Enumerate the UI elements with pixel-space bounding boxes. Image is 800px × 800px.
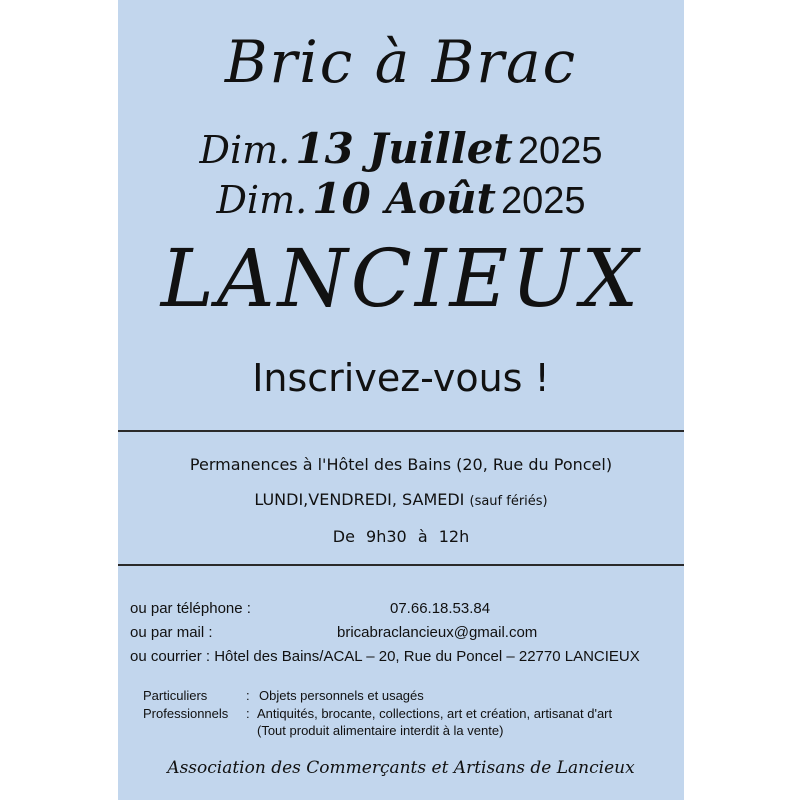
date-1-day: 13 Juillet [295, 124, 513, 173]
contact-courier-value: Hôtel des Bains/ACAL – 20, Rue du Poncel – 22770 LANCIEUX [214, 648, 640, 665]
permanences-days [118, 490, 684, 509]
permanences-days-note: (sauf fériés) [469, 494, 548, 509]
contact-courier-label: ou courrier : [130, 648, 211, 665]
category-particuliers-value: Objets personnels et usagés [259, 688, 424, 703]
hours-de: De [332, 527, 355, 546]
town-name: LANCIEUX [160, 232, 642, 325]
date-line-1 [118, 124, 684, 173]
call-to-action: Inscrivez-vous ! [252, 356, 550, 400]
date-2-day: 10 Août [312, 174, 496, 223]
date-2-prefix: Dim. [216, 178, 308, 222]
poster [118, 0, 684, 800]
hours-a: à [417, 527, 428, 546]
contact-phone-value: 07.66.18.53.84 [390, 600, 491, 617]
category-particuliers-label: Particuliers [143, 688, 208, 703]
permanences-hours [118, 527, 684, 546]
date-line-2 [118, 174, 684, 223]
contact-courier-line [130, 648, 640, 665]
category-pros-sep: : [246, 706, 250, 721]
category-pros-label: Professionnels [143, 706, 229, 721]
hours-to: 12h [438, 527, 470, 546]
hours-from: 9h30 [366, 527, 407, 546]
date-1-prefix: Dim. [199, 128, 291, 172]
category-pros-note: (Tout produit alimentaire interdit à la vente) [257, 723, 504, 738]
contact-phone-label: ou par téléphone : [130, 600, 251, 617]
date-2-year: 2025 [500, 180, 586, 222]
contact-mail-value: bricabraclancieux@gmail.com [337, 624, 538, 641]
footer-association: Association des Commerçants et Artisans de Lancieux [167, 758, 635, 778]
permanences-days-list: LUNDI,VENDREDI, SAMEDI [254, 490, 465, 509]
poster-title: Bric à Brac [224, 28, 578, 96]
date-1-year: 2025 [517, 130, 603, 172]
divider-top [118, 430, 684, 432]
category-pros-value: Antiquités, brocante, collections, art et création, artisanat d'art [257, 706, 613, 721]
category-particuliers-sep: : [246, 688, 250, 703]
permanences-location: Permanences à l'Hôtel des Bains (20, Rue du Poncel) [189, 455, 613, 474]
divider-bottom [118, 564, 684, 566]
contact-mail-label: ou par mail : [130, 624, 213, 641]
